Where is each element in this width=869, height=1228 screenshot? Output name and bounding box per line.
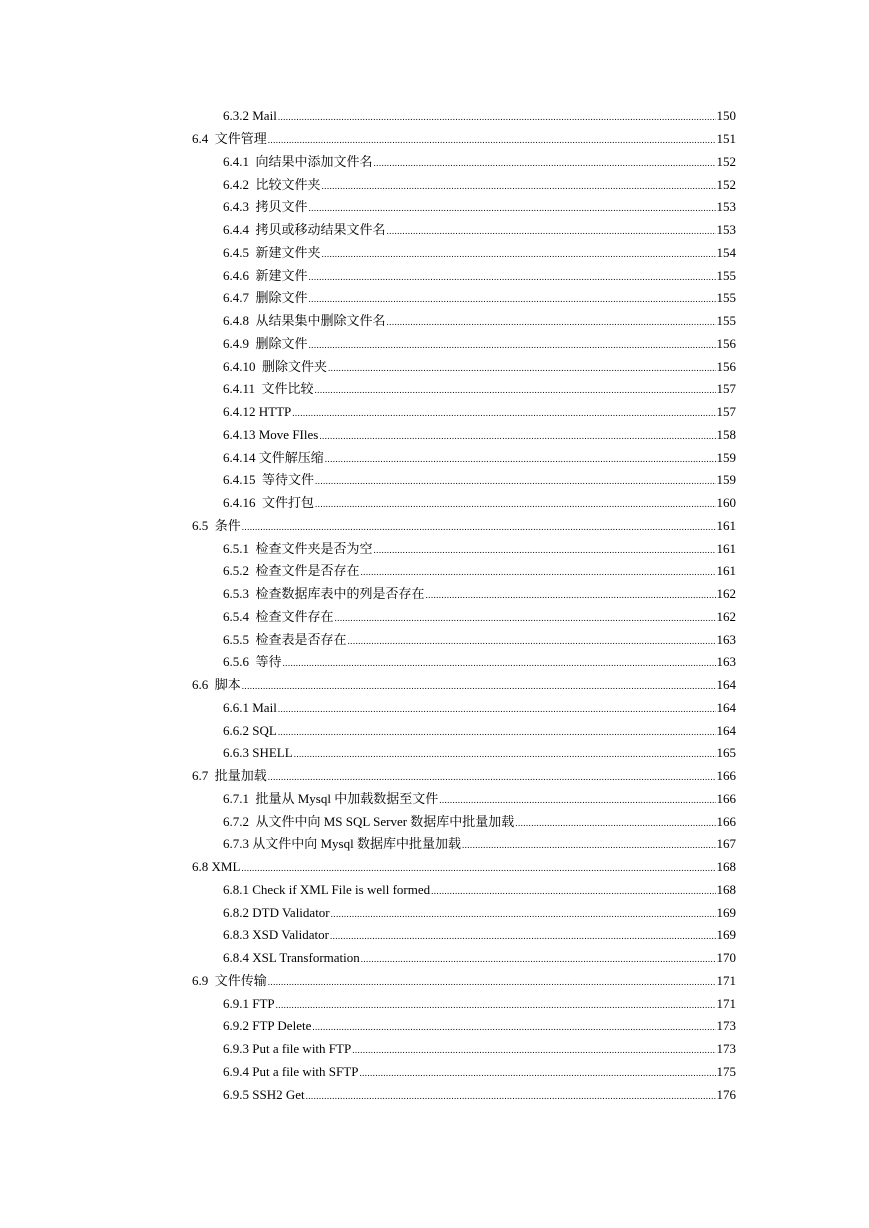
toc-subsection-entry[interactable] xyxy=(0,992,869,1015)
toc-entry-title: 6.4.7 删除文件 xyxy=(223,290,308,306)
toc-entry-title: 6.4.2 比较文件夹 xyxy=(223,176,321,192)
toc-page-number: 152 xyxy=(716,176,736,192)
toc-page-number: 155 xyxy=(716,313,736,329)
toc-entry-title: 6.8.4 XSL Transformation xyxy=(223,950,360,966)
toc-entry-title: 6.7.1 批量从 Mysql 中加载数据至文件 xyxy=(223,790,439,806)
toc-dot-leader xyxy=(325,451,716,467)
toc-dot-leader xyxy=(431,883,715,899)
toc-page-number: 166 xyxy=(716,790,736,806)
toc-entry-title: 6.7 批量加载 xyxy=(192,768,267,784)
toc-dot-leader xyxy=(335,610,716,626)
toc-entry-title: 6.5.1 检查文件夹是否为空 xyxy=(223,540,373,556)
toc-subsection-entry[interactable] xyxy=(0,1038,869,1061)
toc-subsection-entry[interactable] xyxy=(0,788,869,811)
toc-dot-leader xyxy=(312,1019,715,1035)
toc-subsection-entry[interactable] xyxy=(0,560,869,583)
toc-entry-title: 6.9.1 FTP xyxy=(223,995,275,1011)
toc-subsection-entry[interactable] xyxy=(0,355,869,378)
toc-page-number: 161 xyxy=(716,563,736,579)
toc-dot-leader xyxy=(315,473,715,489)
toc-dot-leader xyxy=(328,360,715,376)
toc-dot-leader xyxy=(331,906,716,922)
toc-subsection-entry[interactable] xyxy=(0,492,869,515)
toc-page-number: 176 xyxy=(716,1086,736,1102)
toc-entry-title: 6.6.3 SHELL xyxy=(223,745,293,761)
toc-page-number: 158 xyxy=(716,426,736,442)
toc-page-number: 162 xyxy=(716,608,736,624)
toc-entry-title: 6.6.1 Mail xyxy=(223,699,277,715)
toc-dot-leader xyxy=(387,314,716,330)
toc-subsection-entry[interactable] xyxy=(0,105,869,128)
toc-subsection-entry[interactable] xyxy=(0,810,869,833)
toc-entry-title: 6.7.3 从文件中向 Mysql 数据库中批量加载 xyxy=(223,836,461,852)
toc-page-number: 153 xyxy=(716,222,736,238)
toc-dot-leader xyxy=(361,564,716,580)
toc-dot-leader xyxy=(278,109,716,125)
toc-dot-leader xyxy=(387,223,716,239)
toc-page-number: 152 xyxy=(716,153,736,169)
toc-page-number: 157 xyxy=(716,381,736,397)
toc-entry-title: 6.4.9 删除文件 xyxy=(223,335,308,351)
toc-entry-title: 6.4.6 新建文件 xyxy=(223,267,308,283)
toc-subsection-entry[interactable] xyxy=(0,242,869,265)
toc-page-number: 163 xyxy=(716,631,736,647)
toc-page-number: 161 xyxy=(716,540,736,556)
toc-page-number: 157 xyxy=(716,404,736,420)
toc-dot-leader xyxy=(374,542,716,558)
toc-section-entry[interactable] xyxy=(0,765,869,788)
toc-subsection-entry[interactable] xyxy=(0,401,869,424)
toc-subsection-entry[interactable] xyxy=(0,651,869,674)
toc-section-entry[interactable] xyxy=(0,970,869,993)
toc-dot-leader xyxy=(242,678,716,694)
toc-subsection-entry[interactable] xyxy=(0,697,869,720)
toc-entry-title: 6.4.12 HTTP xyxy=(223,404,292,420)
toc-dot-leader xyxy=(306,1088,716,1104)
toc-page-number: 159 xyxy=(716,472,736,488)
toc-section-entry[interactable] xyxy=(0,515,869,538)
toc-dot-leader xyxy=(292,405,715,421)
toc-entry-title: 6.4.1 向结果中添加文件名 xyxy=(223,153,373,169)
toc-section-entry[interactable] xyxy=(0,674,869,697)
toc-entry-title: 6.9.2 FTP Delete xyxy=(223,1018,312,1034)
toc-subsection-entry[interactable] xyxy=(0,287,869,310)
toc-dot-leader xyxy=(309,200,716,216)
toc-page-number: 161 xyxy=(716,517,736,533)
table-of-contents xyxy=(0,105,869,1106)
toc-subsection-entry[interactable] xyxy=(0,333,869,356)
toc-page-number: 166 xyxy=(716,768,736,784)
toc-subsection-entry[interactable] xyxy=(0,537,869,560)
toc-dot-leader xyxy=(315,496,715,512)
toc-subsection-entry[interactable] xyxy=(0,173,869,196)
toc-page-number: 163 xyxy=(716,654,736,670)
toc-entry-title: 6.5 条件 xyxy=(192,517,241,533)
toc-entry-title: 6.5.3 检查数据库表中的列是否存在 xyxy=(223,586,425,602)
toc-page-number: 169 xyxy=(716,904,736,920)
toc-dot-leader xyxy=(283,655,716,671)
toc-dot-leader xyxy=(268,132,716,148)
toc-entry-title: 6.9.5 SSH2 Get xyxy=(223,1086,305,1102)
toc-entry-title: 6.4.3 拷贝文件 xyxy=(223,199,308,215)
toc-entry-title: 6.4.13 Move FIles xyxy=(223,426,319,442)
toc-entry-title: 6.4.4 拷贝或移动结果文件名 xyxy=(223,222,386,238)
toc-dot-leader xyxy=(352,1042,715,1058)
toc-dot-leader xyxy=(278,724,716,740)
toc-entry-title: 6.9 文件传输 xyxy=(192,972,267,988)
toc-subsection-entry[interactable] xyxy=(0,264,869,287)
toc-dot-leader xyxy=(319,428,715,444)
toc-section-entry[interactable] xyxy=(0,128,869,151)
toc-entry-title: 6.9.3 Put a file with FTP xyxy=(223,1041,352,1057)
toc-subsection-entry[interactable] xyxy=(0,196,869,219)
toc-page-number: 175 xyxy=(716,1063,736,1079)
toc-dot-leader xyxy=(361,951,716,967)
toc-dot-leader xyxy=(462,837,716,853)
toc-entry-title: 6.8.3 XSD Validator xyxy=(223,927,329,943)
toc-subsection-entry[interactable] xyxy=(0,742,869,765)
toc-dot-leader xyxy=(242,519,716,535)
toc-dot-leader xyxy=(359,1065,715,1081)
toc-page-number: 155 xyxy=(716,290,736,306)
toc-page-number: 155 xyxy=(716,267,736,283)
toc-page-number: 173 xyxy=(716,1041,736,1057)
toc-dot-leader xyxy=(276,997,716,1013)
toc-page-number: 165 xyxy=(716,745,736,761)
toc-entry-title: 6.5.4 检查文件存在 xyxy=(223,608,334,624)
toc-page-number: 160 xyxy=(716,495,736,511)
toc-subsection-entry[interactable] xyxy=(0,947,869,970)
toc-dot-leader xyxy=(439,792,715,808)
toc-entry-title: 6.8 XML xyxy=(192,859,241,875)
toc-page-number: 162 xyxy=(716,586,736,602)
toc-entry-title: 6.3.2 Mail xyxy=(223,108,277,124)
toc-page-number: 156 xyxy=(716,358,736,374)
toc-page-number: 171 xyxy=(716,972,736,988)
toc-page-number: 154 xyxy=(716,244,736,260)
toc-page-number: 164 xyxy=(716,722,736,738)
toc-dot-leader xyxy=(278,701,716,717)
toc-dot-leader xyxy=(268,974,716,990)
toc-dot-leader xyxy=(330,928,716,944)
toc-entry-title: 6.4.10 删除文件夹 xyxy=(223,358,328,374)
toc-subsection-entry[interactable] xyxy=(0,1083,869,1106)
toc-page-number: 164 xyxy=(716,677,736,693)
toc-dot-leader xyxy=(322,246,716,262)
toc-subsection-entry[interactable] xyxy=(0,1061,869,1084)
toc-subsection-entry[interactable] xyxy=(0,583,869,606)
toc-entry-title: 6.5.2 检查文件是否存在 xyxy=(223,563,360,579)
toc-section-entry[interactable] xyxy=(0,856,869,879)
toc-dot-leader xyxy=(241,860,715,876)
toc-dot-leader xyxy=(268,769,716,785)
toc-entry-title: 6.8.2 DTD Validator xyxy=(223,904,330,920)
toc-entry-title: 6.4.8 从结果集中删除文件名 xyxy=(223,313,386,329)
toc-subsection-entry[interactable] xyxy=(0,901,869,924)
toc-dot-leader xyxy=(309,291,716,307)
toc-subsection-entry[interactable] xyxy=(0,446,869,469)
toc-entry-title: 6.4.16 文件打包 xyxy=(223,495,315,511)
toc-page-number: 167 xyxy=(716,836,736,852)
toc-page-number: 151 xyxy=(716,131,736,147)
toc-subsection-entry[interactable] xyxy=(0,310,869,333)
toc-subsection-entry[interactable] xyxy=(0,833,869,856)
toc-entry-title: 6.8.1 Check if XML File is well formed xyxy=(223,881,431,897)
toc-dot-leader xyxy=(515,815,715,831)
toc-dot-leader xyxy=(348,633,716,649)
toc-dot-leader xyxy=(315,382,716,398)
toc-page-number: 168 xyxy=(716,859,736,875)
toc-page-number: 171 xyxy=(716,995,736,1011)
toc-entry-title: 6.6 脚本 xyxy=(192,677,241,693)
toc-page-number: 164 xyxy=(716,699,736,715)
toc-dot-leader xyxy=(294,746,716,762)
toc-entry-title: 6.5.6 等待 xyxy=(223,654,282,670)
toc-page-number: 173 xyxy=(716,1018,736,1034)
toc-dot-leader xyxy=(426,587,716,603)
toc-subsection-entry[interactable] xyxy=(0,424,869,447)
toc-subsection-entry[interactable] xyxy=(0,719,869,742)
toc-entry-title: 6.4.11 文件比较 xyxy=(223,381,314,397)
toc-dot-leader xyxy=(309,269,716,285)
toc-subsection-entry[interactable] xyxy=(0,378,869,401)
toc-entry-title: 6.6.2 SQL xyxy=(223,722,277,738)
toc-entry-title: 6.4.15 等待文件 xyxy=(223,472,315,488)
toc-dot-leader xyxy=(322,178,716,194)
toc-dot-leader xyxy=(374,155,716,171)
toc-subsection-entry[interactable] xyxy=(0,606,869,629)
toc-entry-title: 6.4.14 文件解压缩 xyxy=(223,449,324,465)
toc-page-number: 153 xyxy=(716,199,736,215)
toc-entry-title: 6.9.4 Put a file with SFTP xyxy=(223,1063,359,1079)
toc-subsection-entry[interactable] xyxy=(0,924,869,947)
toc-entry-title: 6.7.2 从文件中向 MS SQL Server 数据库中批量加载 xyxy=(223,813,515,829)
toc-entry-title: 6.5.5 检查表是否存在 xyxy=(223,631,347,647)
toc-page-number: 168 xyxy=(716,881,736,897)
toc-entry-title: 6.4.5 新建文件夹 xyxy=(223,244,321,260)
toc-subsection-entry[interactable] xyxy=(0,628,869,651)
toc-subsection-entry[interactable] xyxy=(0,151,869,174)
toc-entry-title: 6.4 文件管理 xyxy=(192,131,267,147)
toc-page-number: 170 xyxy=(716,950,736,966)
toc-subsection-entry[interactable] xyxy=(0,879,869,902)
toc-subsection-entry[interactable] xyxy=(0,469,869,492)
toc-dot-leader xyxy=(309,337,716,353)
toc-page-number: 156 xyxy=(716,335,736,351)
toc-subsection-entry[interactable] xyxy=(0,219,869,242)
toc-subsection-entry[interactable] xyxy=(0,1015,869,1038)
toc-page-number: 159 xyxy=(716,449,736,465)
toc-page-number: 166 xyxy=(716,813,736,829)
toc-page-number: 169 xyxy=(716,927,736,943)
toc-page-number: 150 xyxy=(716,108,736,124)
